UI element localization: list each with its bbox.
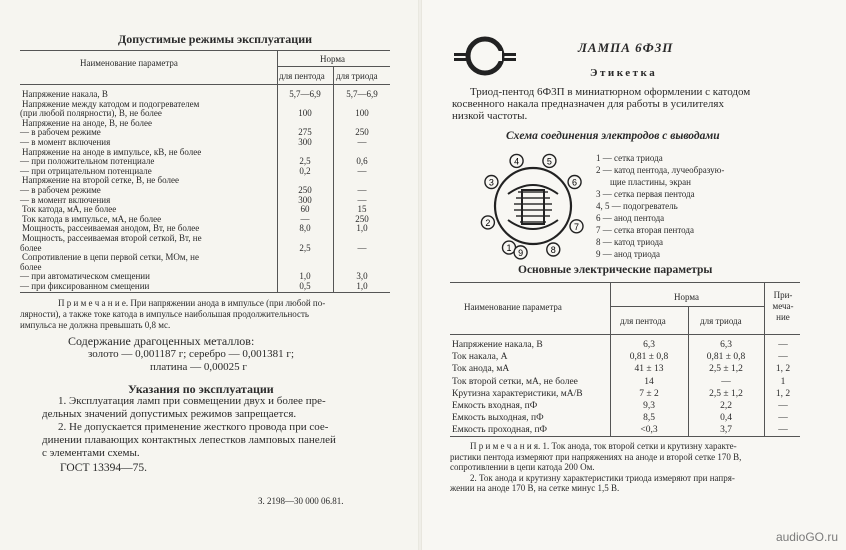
left-row-pentode: 300 <box>298 194 312 205</box>
right-row-triode: 0,4 <box>720 413 732 424</box>
print-info: З. 2198—30 000 06.81. <box>258 496 344 506</box>
right-row-label: Емкость проходная, пФ <box>452 425 548 436</box>
intro-line: Триод-пентод 6Ф3П в миниатюрном оформлении с катодом <box>470 86 751 98</box>
right-row-pentode: 8,5 <box>643 413 655 424</box>
pin-number: 4 <box>514 156 520 167</box>
left-row-pentode: 60 <box>300 204 310 215</box>
metals-heading: Содержание драгоценных металлов: <box>68 334 255 348</box>
left-row-label: Ток катода, мА, не более <box>22 204 117 215</box>
left-row-triode: — <box>357 185 367 195</box>
left-row-pentode: 275 <box>298 127 312 138</box>
left-row-label: — в момент включения <box>20 194 111 205</box>
left-note-line: лярности), а также токе катода в импульсе наибольшая продолжительность <box>20 309 310 319</box>
left-row-triode: 250 <box>355 127 369 138</box>
right-note-line: 2. Ток анода и крутизну характеристики триода измеряют при напря- <box>470 472 735 483</box>
left-row-triode: 250 <box>355 213 369 224</box>
pin-number: 9 <box>518 247 524 258</box>
left-row-label: Ток катода в импульсе, мА, не более <box>22 213 162 224</box>
left-row-label: более <box>20 242 42 253</box>
left-row-pentode: 5,7—6,9 <box>289 89 321 99</box>
metals-line-2: платина — 0,00025 г <box>150 361 247 373</box>
right-row-note: 1, 2 <box>775 388 791 399</box>
scheme-heading: Схема соединения электродов с выводами <box>506 130 720 142</box>
right-col-div-1 <box>610 282 611 436</box>
right-row-triode: 3,7 <box>720 425 732 436</box>
left-col-norm: Норма <box>320 54 345 64</box>
left-table-bottom <box>20 292 390 293</box>
left-note-line: импульса не должна превышать 0,8 мс. <box>20 320 171 330</box>
left-header-bottom <box>20 84 390 85</box>
left-row-label: Напряжение на аноде в импульсе, кВ, не более <box>22 146 202 157</box>
left-row-label: (при любой полярности), В, не более <box>20 108 162 119</box>
legend-line: 4, 5 — подогреватель <box>596 201 678 211</box>
left-col-param: Наименование параметра <box>80 58 178 68</box>
left-row-pentode: — <box>300 213 310 224</box>
right-col-note-1: При- <box>773 290 793 300</box>
right-col-pentode: для пентода <box>620 316 666 326</box>
page-fold <box>418 0 422 550</box>
left-row-pentode: 2,5 <box>299 242 311 253</box>
left-row-label: — при фиксированном смещении <box>20 281 150 291</box>
right-row-pentode: 6,3 <box>643 340 655 350</box>
right-row-triode: 0,81 ± 0,8 <box>706 352 746 363</box>
legend-line: 3 — сетка первая пентода <box>596 189 695 199</box>
legend-line: 7 — сетка вторая пентода <box>596 225 694 235</box>
left-row-pentode: 8,0 <box>299 223 311 234</box>
right-title: ЛАМПА 6Ф3П <box>578 40 674 55</box>
pin-diagram <box>478 146 588 264</box>
pin-number: 1 <box>506 243 512 254</box>
left-row-triode: 15 <box>357 204 367 215</box>
manufacturer-logo <box>452 34 518 78</box>
left-row-label: — при автоматическом смещении <box>20 271 150 282</box>
left-col-pentode: для пентода <box>279 71 325 81</box>
left-row-label: — в рабочем режиме <box>20 127 101 138</box>
right-row-triode: 2,5 ± 1,2 <box>709 388 743 399</box>
right-row-note: 1, 2 <box>775 364 791 375</box>
right-row-note: — <box>778 352 788 363</box>
left-row-pentode: 1,0 <box>299 271 311 282</box>
left-col-div-1 <box>277 50 278 292</box>
left-row-label: Мощность, рассеиваемая второй сеткой, Вт, не <box>22 233 202 243</box>
intro-line: косвенного накала предназначен для работы в усилителях <box>452 98 724 110</box>
right-row-triode: 6,3 <box>720 340 732 350</box>
right-row-label: Ток второй сетки, мА, не более <box>452 376 578 387</box>
left-row-label: — в момент включения <box>20 137 111 147</box>
watermark: audioGO.ru <box>775 530 838 544</box>
left-row-pentode: 100 <box>298 108 312 119</box>
left-row-label: — в рабочем режиме <box>20 185 101 195</box>
left-row-pentode: 250 <box>298 185 312 195</box>
right-note-line: ристики пентода измеряют при напряжениях на аноде и второй сетке 170 В, <box>450 451 742 462</box>
right-subtitle: Этикетка <box>590 67 658 79</box>
right-col-note-2: меча- <box>772 301 794 311</box>
instruction-line: динении плавающих контактных лепестков ламповых панелей <box>42 434 336 446</box>
left-col-div-2 <box>333 66 334 292</box>
intro-line: низкой частоты. <box>452 110 528 122</box>
left-row-label: Напряжение на второй сетке, В, не более <box>22 175 179 186</box>
legend-line: щие пластины, экран <box>610 177 691 187</box>
left-row-pentode: 300 <box>298 137 312 147</box>
right-row-note: — <box>778 425 788 436</box>
left-row-triode: — <box>357 165 367 176</box>
right-col-note-3: ние <box>776 312 790 322</box>
legend-line: 6 — анод пентода <box>596 213 665 223</box>
right-header-bottom <box>450 334 800 335</box>
gost: ГОСТ 13394—75. <box>60 462 148 474</box>
left-row-triode: — <box>357 242 367 253</box>
right-note-line: П р и м е ч а н и я. 1. Ток анода, ток второй сетки и крутизну характе- <box>470 441 737 451</box>
right-row-pentode: 7 ± 2 <box>639 388 659 399</box>
instruction-line: с элементами схемы. <box>42 447 140 459</box>
left-row-triode: 5,7—6,9 <box>346 89 378 99</box>
left-row-label: Сопротивление в цепи первой сетки, МОм, не <box>22 252 199 263</box>
elec-heading: Основные электрические параметры <box>518 264 713 276</box>
left-title: Допустимые режимы эксплуатации <box>118 32 313 46</box>
right-row-pentode: 14 <box>644 376 654 387</box>
right-row-label: Напряжение накала, В <box>452 340 543 350</box>
left-row-triode: 0,6 <box>356 156 368 167</box>
right-row-note: — <box>778 413 788 424</box>
right-row-note: 1 <box>780 376 786 387</box>
pin-number: 6 <box>572 177 578 188</box>
right-row-label: Ток накала, А <box>452 352 508 363</box>
instruction-line: 2. Не допускается применение жесткого провода при сое- <box>58 421 329 433</box>
left-row-label: Напряжение на аноде, В, не более <box>22 117 152 128</box>
left-row-label: Напряжение накала, В <box>22 89 108 99</box>
right-row-label: Емкость выходная, пФ <box>452 413 544 424</box>
left-row-triode: 3,0 <box>356 271 368 282</box>
right-row-triode: 2,5 ± 1,2 <box>709 364 743 375</box>
left-note-line: П р и м е ч а н и е. При напряжении анода в импульсе (при любой по- <box>58 298 326 308</box>
metals-line-1: золото — 0,001187 г; серебро — 0,001381 г; <box>88 348 294 360</box>
right-table-top <box>450 282 800 283</box>
right-norm-divider <box>610 306 764 307</box>
left-row-label: — при отрицательном потенциале <box>20 165 152 176</box>
pin-number: 3 <box>488 177 494 188</box>
right-row-pentode: 9,3 <box>643 401 655 411</box>
legend-line: 8 — катод триода <box>596 237 664 247</box>
left-row-pentode: 0,2 <box>299 165 311 176</box>
right-note-line: сопротивлении в цепи катода 200 Ом. <box>450 462 595 472</box>
right-col-param: Наименование параметра <box>464 302 562 312</box>
left-row-triode: 1,0 <box>356 223 368 234</box>
left-row-label: Мощность, рассеиваемая анодом, Вт, не более <box>22 223 200 234</box>
left-row-pentode: 2,5 <box>299 156 311 167</box>
right-col-norm: Норма <box>674 292 699 302</box>
left-row-triode: — <box>357 194 367 205</box>
right-row-label: Емкость входная, пФ <box>452 401 538 411</box>
right-col-div-3 <box>764 282 765 436</box>
right-table-bottom <box>450 436 800 437</box>
legend-line: 2 — катод пентода, лучеобразую- <box>596 165 725 175</box>
right-note-line: жении на аноде 170 В, на сетке минус 1,5 В. <box>450 483 620 493</box>
pin-number: 2 <box>485 217 491 228</box>
pin-number: 7 <box>573 221 580 232</box>
right-row-triode: — <box>721 376 731 387</box>
pin-number: 5 <box>546 156 552 167</box>
left-row-triode: — <box>357 137 367 147</box>
right-col-triode: для триода <box>700 316 742 326</box>
left-row-label: — при положительном потенциале <box>20 156 155 167</box>
right-row-pentode: <0,3 <box>640 425 658 436</box>
instruction-line: 1. Эксплуатация ламп при совмещении двух и более пре- <box>58 395 326 407</box>
right-row-label: Крутизна характеристики, мА/В <box>452 388 583 399</box>
right-row-note: — <box>778 340 788 350</box>
left-table-top <box>20 50 390 51</box>
left-col-triode: для триода <box>336 71 378 81</box>
right-row-note: — <box>778 401 788 411</box>
right-row-label: Ток анода, мА <box>452 364 510 375</box>
left-row-pentode: 0,5 <box>299 281 311 291</box>
instruction-line: дельных значений допустимых режимов запрещается. <box>42 408 297 420</box>
legend-line: 9 — анод триода <box>596 249 661 259</box>
left-row-triode: 100 <box>355 108 369 119</box>
legend-line: 1 — сетка триода <box>596 153 663 163</box>
left-row-label: более <box>20 261 42 272</box>
right-row-pentode: 41 ± 13 <box>634 364 664 375</box>
pin-number: 8 <box>550 245 556 256</box>
left-row-triode: 1,0 <box>356 281 368 291</box>
instructions-heading: Указания по эксплуатации <box>128 382 274 396</box>
right-col-div-2 <box>688 306 689 436</box>
right-row-pentode: 0,81 ± 0,8 <box>629 352 669 363</box>
right-row-triode: 2,2 <box>720 401 732 411</box>
left-row-label: Напряжение между катодом и подогревателем <box>22 98 200 109</box>
